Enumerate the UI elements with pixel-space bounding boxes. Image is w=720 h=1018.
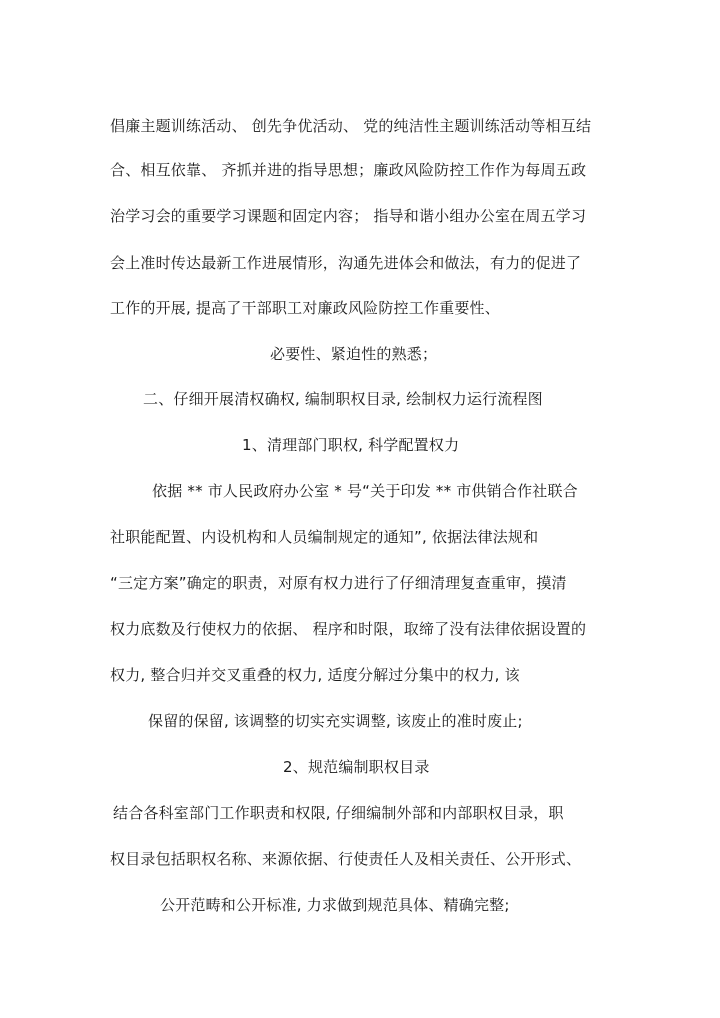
section-heading: 二、仔细开展清权确权, 编制职权目录, 绘制权力运行流程图 [143,390,543,408]
subsection-heading-2: 2、规范编制职权目录 [283,758,430,776]
body-line-17: 权目录包括职权名称、来源依据、行使责任人及相关责任、公开形式、 [110,850,582,868]
body-line-16: 结合各科室部门工作职责和权限, 仔细编制外部和内部职权目录，职 [113,804,564,822]
body-line-2: 合、相互依靠、 齐抓并进的指导思想；廉政风险防控工作作为每周五政 [110,161,587,179]
body-line-3: 治学习会的重要学习课题和固定内容； 指导和谐小组办公室在周五学习 [110,207,587,225]
body-line-4: 会上准时传达最新工作进展情形，沟通先进体会和做法，有力的促进了 [110,254,582,272]
body-line-10: 社职能配置、内设机构和人员编制规定的通知”, 依据法律法规和 [110,528,539,546]
subsection-heading-1: 1、清理部门职权, 科学配置权力 [242,436,460,454]
body-line-14: 保留的保留, 该调整的切实充实调整, 该废止的准时废止; [148,712,523,730]
body-line-6: 必要性、紧迫性的熟悉； [270,345,438,363]
body-line-9: 依据 ** 市人民政府办公室 * 号“关于印发 ** 市供销合作社联合 [152,482,578,500]
body-line-13: 权力, 整合归并交叉重叠的权力, 适度分解过分集中的权力, 该 [110,666,520,684]
body-line-1: 倡廉主题训练活动、 创先争优活动、 党的纯洁性主题训练活动等相互结 [110,117,592,135]
body-line-5: 工作的开展, 提高了干部职工对廉政风险防控工作重要性、 [110,299,500,317]
body-line-18: 公开范畴和公开标准, 力求做到规范具体、精确完整; [160,896,510,914]
body-line-11: “三定方案”确定的职责，对原有权力进行了仔细清理复查重审，摸清 [110,574,567,592]
body-line-12: 权力底数及行使权力的依据、 程序和时限，取缔了没有法律依据设置的 [110,620,587,638]
